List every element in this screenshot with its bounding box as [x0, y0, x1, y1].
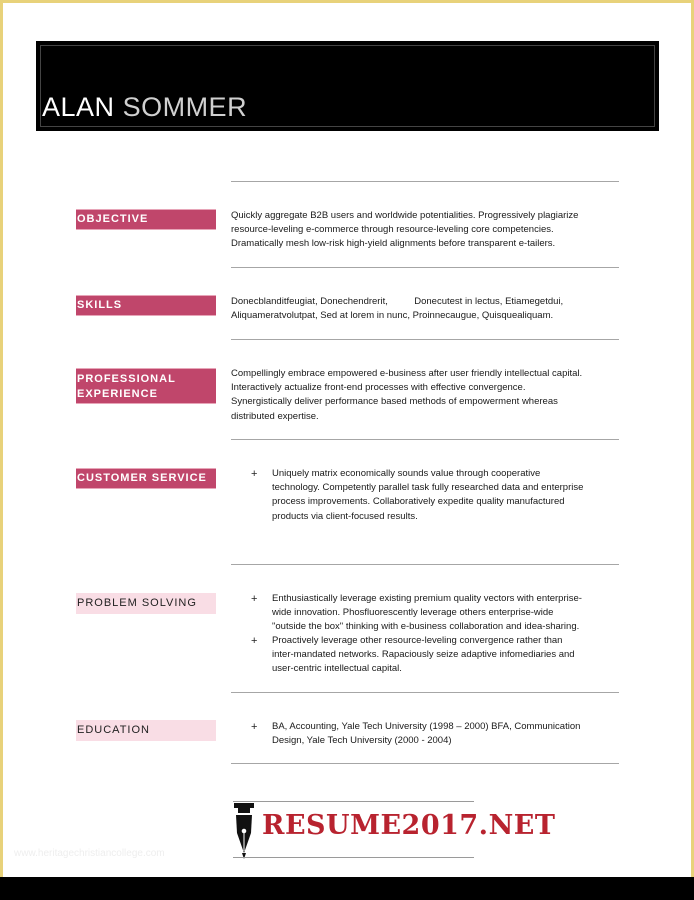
divider	[231, 564, 619, 565]
section-label-text: EDUCATION	[77, 724, 150, 736]
section-label-text: EXPERIENCE	[77, 388, 158, 400]
section-label-professional-experience	[76, 368, 216, 404]
footer-bar	[0, 877, 694, 900]
text-line: products via client-focused results.	[272, 510, 418, 522]
problem-solving-item-1	[272, 592, 622, 635]
first-name: ALAN	[42, 92, 115, 122]
last-name: SOMMER	[122, 92, 248, 122]
text-line: Enthusiastically leverage existing premium quality vectors with enterprise-	[272, 593, 582, 604]
logo-rule-bottom	[233, 857, 474, 858]
bullet-plus-icon: +	[251, 468, 258, 480]
candidate-name	[42, 92, 247, 123]
text-line: distributed expertise.	[231, 410, 319, 422]
education-text	[272, 720, 622, 748]
text-line: BA, Accounting, Yale Tech University (1998 – 2000) BFA, Communication	[272, 721, 581, 732]
bullet-plus-icon: +	[251, 721, 258, 733]
text-line: Donecblanditfeugiat, Donechendrerit, Donecutest in lectus, Etiamegetdui,	[231, 296, 564, 307]
skills-text	[231, 295, 626, 323]
section-label-text: PROFESSIONAL	[77, 373, 176, 385]
divider	[231, 267, 619, 268]
section-label-education	[76, 720, 216, 741]
divider	[231, 439, 619, 440]
divider	[231, 763, 619, 764]
objective-text	[231, 209, 626, 252]
section-label-text: CUSTOMER SERVICE	[77, 472, 207, 484]
text-line: user-centric intellectual capital.	[272, 663, 402, 675]
text-line: Aliquameratvolutpat, Sed at lorem in nunc, Proinnecaugue, Quisquealiquam.	[231, 310, 554, 322]
watermark-text: www.heritagechristiancollege.com	[14, 848, 165, 859]
problem-solving-item-2	[272, 634, 622, 677]
text-line: "outside the box" thinking with e-business collaboration and idea-sharing.	[272, 621, 580, 633]
divider	[231, 692, 619, 693]
text-line: process improvements. Collaboratively expedite quality manufactured	[272, 496, 565, 508]
logo-rule-top	[233, 801, 474, 802]
text-line: Uniquely matrix economically sounds value through cooperative	[272, 468, 541, 479]
section-label-text: SKILLS	[77, 299, 123, 311]
text-line: Compellingly embrace empowered e-business after user friendly intellectual capital.	[231, 368, 583, 379]
bullet-plus-icon: +	[251, 593, 258, 605]
text-line: Synergistically deliver performance based methods of empowerment whereas	[231, 396, 558, 408]
section-label-skills	[76, 295, 216, 316]
text-line: resource-leveling e-commerce through resource-leveling core competencies.	[231, 224, 554, 236]
text-line: inter-mandated networks. Rapaciously seize adaptive infomediaries and	[272, 649, 575, 661]
section-label-text: OBJECTIVE	[77, 213, 149, 225]
bullet-plus-icon: +	[251, 635, 258, 647]
text-line: wide innovation. Phosfluorescently leverage others enterprise-wide	[272, 607, 554, 619]
brand-logo-text: RESUME2017.NET	[262, 810, 556, 841]
text-line: Design, Yale Tech University (2000 - 2004)	[272, 735, 452, 747]
text-line: Proactively leverage other resource-leveling convergence rather than	[272, 635, 563, 646]
section-label-customer-service	[76, 468, 216, 489]
divider	[231, 339, 619, 340]
text-line: Dramatically mesh low-risk high-yield alignments before transparent e-tailers.	[231, 238, 556, 250]
section-label-objective	[76, 209, 216, 230]
fountain-pen-nib-icon	[233, 803, 255, 864]
experience-text	[231, 367, 626, 424]
text-line: Interactively actualize front-end processes with effective convergence.	[231, 382, 526, 394]
divider	[231, 181, 619, 182]
section-label-problem-solving	[76, 593, 216, 614]
section-label-text: PROBLEM SOLVING	[77, 597, 197, 609]
text-line: Quickly aggregate B2B users and worldwide potentialities. Progressively plagiarize	[231, 210, 579, 221]
customer-service-text	[272, 467, 622, 524]
text-line: technology. Competently parallel task fully researched data and enterprise	[272, 482, 584, 494]
